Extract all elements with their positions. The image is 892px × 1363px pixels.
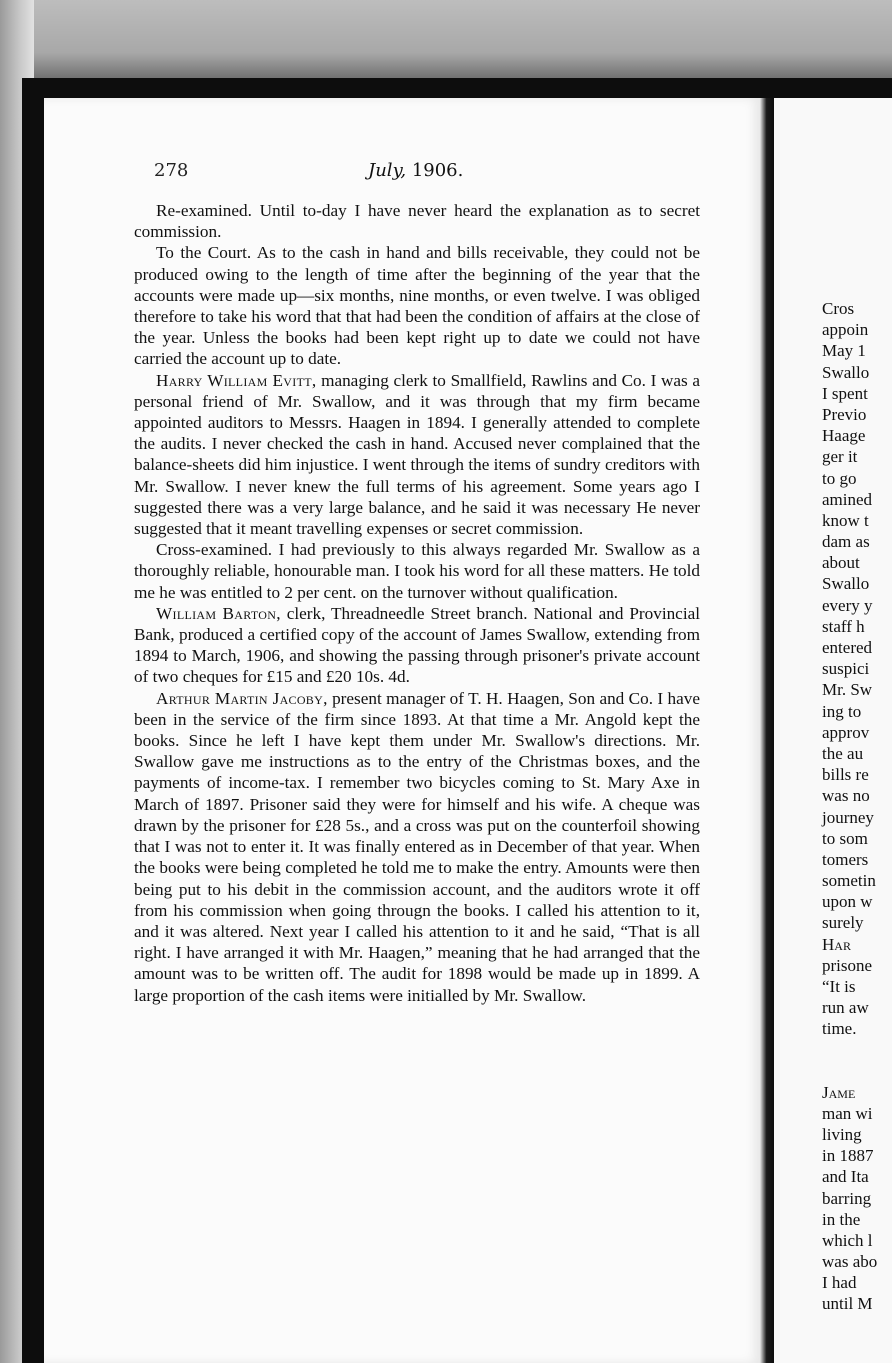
- right-page-line: know t: [822, 510, 869, 530]
- right-page-line: Har: [822, 934, 851, 954]
- paragraph-evitt: [134, 370, 700, 540]
- right-page-line: Previo: [822, 404, 867, 424]
- right-page-line: journey: [822, 807, 874, 827]
- right-page-line: sometin: [822, 871, 876, 891]
- right-page-line: surely: [822, 913, 864, 933]
- right-page-line: to som: [822, 828, 868, 848]
- right-page-line: Haage: [822, 426, 866, 446]
- right-page-line: amined: [822, 489, 873, 509]
- right-page-line: and Ita: [822, 1167, 869, 1187]
- right-page-line: dam as: [822, 532, 870, 552]
- right-page-line: I had: [822, 1273, 857, 1293]
- right-page-line: prisone: [822, 955, 873, 975]
- right-page-line-fragments: [822, 298, 892, 1315]
- right-page-line: was abo: [822, 1252, 878, 1272]
- right-page-line: Mr. Sw: [822, 680, 873, 700]
- right-page-line: ing to: [822, 701, 862, 721]
- right-page-line: May 1: [822, 341, 866, 361]
- paragraph-jacoby: [134, 688, 700, 1006]
- paragraph-gap: [822, 1040, 892, 1082]
- barton-testimony: clerk, Threadneedle Street branch. National and Provincial Bank, produced a certified copy of the account of James Swallow, extending from 1894 to March, 1906, and showing the passing through prisoner's private account of two cheques for £15 and £20 10s. 4d.: [134, 603, 700, 687]
- right-page-line: upon w: [822, 892, 873, 912]
- evitt-testimony: managing clerk to Smallfield, Rawlins and Co. I was a personal friend of Mr. Swallow, and it was through that my firm became appointed auditors to Messrs. Haagen in 1894. I generally attended to complete the audits. I never checked the cash in hand. Accused never complained that the balance-sheets did him injustice. I went through the items of sundry creditors with Mr. Swallow. I never knew the full terms of his agreement. Some years ago I suggested there was a very large balance, and he said it was necessary He never suggested that it meant travelling expenses or secret commission.: [134, 370, 700, 539]
- right-page-line: in 1887: [822, 1146, 874, 1166]
- right-page-line: to go: [822, 468, 857, 488]
- paragraph-to-the-court: To the Court. As to the cash in hand and bills receivable, they could not be produced owing to the length of time after the beginning of the year that the accounts were made up—six months, nine months, or even twelve. I was obliged therefore to take his word that that had been the condition of affairs at the close of the year. Unless the books had been kept right up to date we could not have carried the account up to date.: [134, 243, 700, 369]
- witness-name-evitt: Harry William Evitt,: [156, 370, 317, 390]
- jacoby-testimony: present manager of T. H. Haagen, Son and Co. I have been in the service of the firm since 1893. At that time a Mr. Angold kept the books. Since he left I have kept them under Mr. Swallow's directions. Mr. Swallow gave me instructions as to the entry of the Christmas boxes, and the payments of income-tax. I remember two bicycles coming to St. Mary Axe in March of 1897. Prisoner said they were for himself and his wife. A cheque was drawn by the prisoner for £28 5s., and a cross was put on the counterfoil showing that I was not to enter it. It was finally entered as in December of that year. When the books were being completed he told me to make the entry. Amounts were then being put to his debit in the commission account, and the auditors wrote it off from his commission when going througn the books. I called his attention to it, and it was altered. Next year I called his attention to it and he said, “That is all right. I have arranged it with Mr. Haagen,” meaning that he had arranged that the amount was to be written off. The audit for 1898 would be made up in 1899. A large proportion of the cash items were initialled by Mr. Swallow.: [134, 688, 700, 1005]
- right-page-line: the au: [822, 743, 864, 763]
- paragraph-cross-examined: Cross-examined. I had previously to this always regarded Mr. Swallow as a thoroughly reliable, honourable man. I took his word for all these matters. He told me he was entitled to 2 per cent. on the turnover without qualification.: [134, 540, 700, 602]
- header-date: [368, 160, 463, 181]
- right-page-line: living: [822, 1124, 862, 1144]
- right-page-line: man wi: [822, 1103, 873, 1123]
- right-page-line: Swallo: [822, 362, 870, 382]
- right-page-line: every y: [822, 595, 873, 615]
- left-page-text: [134, 200, 700, 1006]
- right-page-line: run aw: [822, 998, 869, 1018]
- right-page-line: tomers: [822, 849, 869, 869]
- page-number: 278: [154, 160, 189, 181]
- right-page-line: barring: [822, 1188, 872, 1208]
- header-month: July,: [368, 160, 407, 181]
- paragraph-barton: [134, 603, 700, 688]
- running-header: [130, 160, 700, 186]
- right-page-line: appoin: [822, 320, 869, 340]
- right-page-line: until M: [822, 1294, 873, 1314]
- right-page-line: in the: [822, 1209, 861, 1229]
- header-year: 1906.: [411, 160, 464, 181]
- right-page-text-area: [774, 98, 892, 1363]
- right-page-line: I spent: [822, 383, 868, 403]
- witness-name-barton: William Barton,: [156, 603, 281, 623]
- right-page-line: Cros: [822, 299, 855, 318]
- right-page-line: entered: [822, 638, 873, 657]
- witness-name-jacoby: Arthur Martin Jacoby,: [156, 688, 328, 708]
- right-page-line: time.: [822, 1019, 857, 1039]
- right-page-line: Swallo: [822, 574, 870, 594]
- right-page-line: bills re: [822, 765, 869, 785]
- right-page-line: ger it: [822, 447, 858, 467]
- right-page-line: Jame: [822, 1082, 856, 1102]
- right-page-line: approv: [822, 722, 870, 742]
- right-page-line: staff h: [822, 616, 865, 636]
- paragraph-re-examined: Re-examined. Until to-day I have never heard the explanation as to secret commission.: [134, 201, 700, 242]
- right-page-line: about: [822, 553, 860, 573]
- right-page-line: was no: [822, 786, 870, 806]
- right-page-line: which l: [822, 1230, 873, 1250]
- right-page-line: “It is: [822, 977, 856, 996]
- right-page-line: suspici: [822, 659, 870, 679]
